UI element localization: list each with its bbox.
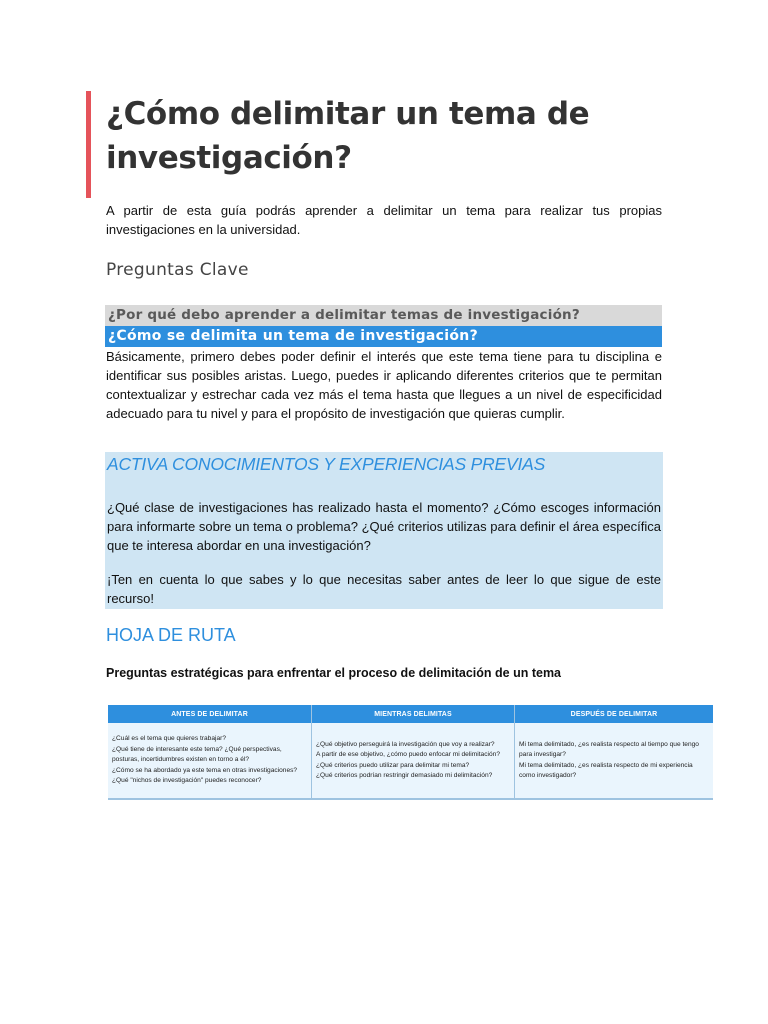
intro-paragraph: A partir de esta guía podrás aprender a delimitar un tema para realizar tus propias investigaciones en la universidad. xyxy=(106,203,662,237)
activate-knowledge-reminder: ¡Ten en cuenta lo que sabes y lo que necesitas saber antes de leer lo que sigue de este recurso! xyxy=(107,572,661,606)
activate-knowledge-title: ACTIVA CONOCIMIENTOS Y EXPERIENCIAS PREVIAS xyxy=(107,454,546,474)
question-line: ¿Qué objetivo perseguirá la investigación que voy a realizar? xyxy=(316,740,495,748)
question-line: ¿Qué "nichos de investigación" puedes reconocer? xyxy=(112,777,262,785)
page-title: ¿Cómo delimitar un tema de investigación? xyxy=(106,96,590,176)
cell-after xyxy=(515,723,714,799)
question-line: Mi tema delimitado, ¿es realista respecto al tiempo que tengo para investigar? xyxy=(519,740,699,758)
key-question-answer: Básicamente, primero debes poder definir el interés que este tema tiene para tu disciplina e identificar sus posibles aristas. Luego, puedes ir aplicando diferentes criterios que te permitan contextualizar y estrechar cada vez más el tema hasta que llegues a un nivel de especificidad adecuado para tu nivel y para el propósito de investigación que quieras cumplir. xyxy=(106,349,662,421)
header-after: DESPUÉS DE DELIMITAR xyxy=(515,705,714,723)
roadmap-table-header-row xyxy=(108,705,713,723)
question-line: Mi tema delimitado, ¿es realista respecto de mi experiencia como investigador? xyxy=(519,761,693,779)
question-line: A partir de ese objetivo, ¿cómo puedo enfocar mi delimitación? xyxy=(316,751,500,758)
question-line: ¿Qué tiene de interesante este tema? ¿Qué perspectivas, posturas, incertidumbres existen en torno a él? xyxy=(112,745,282,764)
question-line: ¿Qué criterios puedo utilizar para delimitar mi tema? xyxy=(316,761,470,769)
roadmap-subheading: Preguntas estratégicas para enfrentar el proceso de delimitación de un tema xyxy=(106,666,562,680)
key-question-why: ¿Por qué debo aprender a delimitar temas de investigación? xyxy=(105,305,662,326)
roadmap-table xyxy=(108,705,713,800)
roadmap-heading: HOJA DE RUTA xyxy=(106,625,236,645)
cell-before xyxy=(108,723,312,799)
activate-knowledge-box xyxy=(105,452,663,609)
roadmap-table-row xyxy=(108,723,713,799)
question-line: ¿Qué criterios podrían restringir demasiado mi delimitación? xyxy=(316,772,493,779)
question-line: ¿Cómo se ha abordado ya este tema en otras investigaciones? xyxy=(112,766,298,774)
title-accent-bar xyxy=(86,91,91,198)
activate-knowledge-questions: ¿Qué clase de investigaciones has realizado hasta el momento? ¿Cómo escoges información para informarte sobre un tema o problema? ¿Qué criterios utilizas para definir el área específica que te interesa abordar en una investigación? xyxy=(107,500,661,553)
key-questions-heading: Preguntas Clave xyxy=(106,260,249,280)
key-question-how: ¿Cómo se delimita un tema de investigación? xyxy=(105,326,662,347)
cell-during xyxy=(312,723,515,799)
header-during: MIENTRAS DELIMITAS xyxy=(312,705,515,723)
header-before: ANTES DE DELIMITAR xyxy=(108,705,312,723)
question-line: ¿Cuál es el tema que quieres trabajar? xyxy=(112,735,226,743)
